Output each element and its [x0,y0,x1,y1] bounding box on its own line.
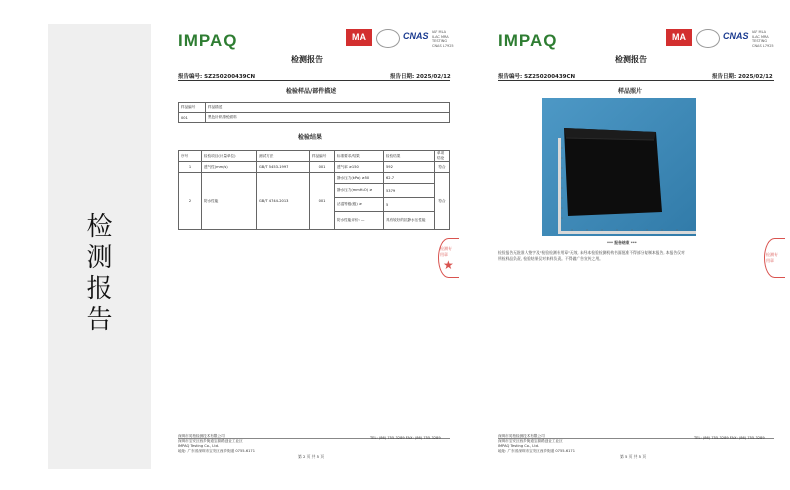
result-cell: GB/T 4744-2013 [257,173,310,230]
sidebar-title-char: 报 [86,274,113,304]
footer-line-text: 深圳市英柏检测技术有限公司 [498,434,545,438]
iaf-line: IAF MLA [752,30,766,34]
result-cell: 符合 [435,162,450,173]
iaf-line: ILAC MRA [432,34,449,39]
sidebar-title [48,212,151,336]
results-table [178,150,450,230]
page-title: 检测报告 [291,55,323,64]
iaf-line: ILAC MRA [752,34,769,39]
iaf-line: IAF MLA [432,30,446,34]
result-cell: 透气性(mm/s) [202,162,257,173]
result-cell: 防水性能评价: — [335,212,384,230]
iaf-line: TESTING [752,39,768,43]
result-cell: 5 [384,198,435,212]
result-cell: 沾湿等级(级) ≥ [335,198,384,212]
footer-line-text: IMPAQ Testing Co., Ltd. [498,444,540,448]
table-row [179,162,450,173]
footer-line-text: 深圳市宝安区西乡街道宝源路创业工业区 [178,439,243,443]
sample-photo-image [542,98,696,236]
results-section-title: 检验结果 [298,134,323,141]
sidebar-title-char: 检 [86,212,113,242]
impaq-logo: IMPAQ [178,31,238,50]
sidebar-panel [48,24,151,469]
report-number: 报告编号: SZ250200439CN [178,74,256,80]
report-date: 报告日期: 2025/02/12 [390,74,451,80]
stamp-text: 检测专用章 [766,252,778,263]
report-number: 报告编号: SZ250200439CN [498,74,576,80]
note-line: 所检样品负责, 检验结果仅对来样负责。不得做广告宣传之用。 [498,255,603,261]
results-header: 序号 [179,151,202,162]
sample-photo [542,98,696,236]
cnas-logo: CNAS [403,31,429,41]
iaf-line: CNAS L7925 [432,43,454,48]
iaf-mark [752,30,774,48]
header-rule [498,80,774,81]
results-header: 样品编号 [310,151,335,162]
footer-address [498,434,575,454]
result-cell: 符合 [435,173,450,230]
result-cell: 62.7 [384,173,435,184]
results-header: 测试方法 [257,151,310,162]
footer-line-text: 地址: 广东省深圳市宝安区西乡街道 0755-6171 [178,449,255,453]
stamp-star-icon: ★ [443,258,454,272]
stamp-text: 检测专用章 [440,246,452,257]
result-cell: 001 [310,162,335,173]
sample-table [178,102,450,123]
result-cell: 2 [179,173,202,230]
note-line: 检验报告无批准人签字及"检验检测专用章"无效, 未经本检验检测机构书面批准不得部分复制本报告, 本报告仅对 [498,250,685,255]
sample-section-title: 检验样品/部件描述 [286,88,337,95]
footer-contact: TEL: (86) 755-3289 FAX: (86) 755-3289 [370,436,441,440]
result-cell: 001 [310,173,335,230]
iaf-line: TESTING [432,39,448,43]
sample-header: 样品描述 [206,103,450,113]
result-cell: GB/T 5453-1997 [257,162,310,173]
result-cell: 5379 [384,184,435,198]
photo-section-title: 样品照片 [618,88,643,95]
results-header: 单项结论 [435,151,450,162]
report-page-1 [170,24,455,469]
footer-line-text: 地址: 广东省深圳市宝安区西乡街道 0755-6171 [498,449,575,453]
report-page-2 [490,24,780,469]
report-notes [498,250,774,261]
result-cell: 透气率 ≥150 [335,162,384,173]
results-header: 检验结果 [384,151,435,162]
results-header: 标准要求/结果 [335,151,384,162]
sample-header: 样品编号 [179,103,206,113]
sample-cell: 黑色针织涤纶面料 [206,113,450,123]
ma-logo: MA [666,29,692,46]
iaf-line: CNAS L7925 [752,43,774,48]
table-row [179,113,450,123]
footer-line-text: 深圳市英柏检测技术有限公司 [178,434,225,438]
table-row [179,173,450,184]
ma-logo: MA [346,29,372,46]
footer-address [178,434,255,454]
sidebar-title-char: 测 [86,243,113,273]
result-cell: 1 [179,162,202,173]
iaf-mark [432,30,454,48]
header-rule [178,80,450,81]
footer-contact: TEL: (86) 755-3289 FAX: (86) 755-3289 [694,436,765,440]
impaq-logo: IMPAQ [498,31,558,50]
result-cell: 具有较好的抗静水压性能 [384,212,435,230]
accreditation-seal-icon [696,29,720,48]
sidebar-title-char: 告 [86,305,113,335]
result-cell: 防水性能 [202,173,257,230]
footer-line-text: 深圳市宝安区西乡街道宝源路创业工业区 [498,439,563,443]
report-end-mark: *** 报告结束 *** [607,240,637,245]
result-cell: 592 [384,162,435,173]
result-cell: 静水压力(mmH₂O) ≥ [335,184,384,198]
report-date: 报告日期: 2025/02/12 [712,74,773,80]
page-number: 第 2 页 共 5 页 [298,454,325,459]
sample-cell: 001 [179,113,206,123]
accreditation-seal-icon [376,29,400,48]
result-cell: 静水压力(kPa) ≥50 [335,173,384,184]
results-header: 检验项目(计量单位) [202,151,257,162]
footer-line-text: IMPAQ Testing Co., Ltd. [178,444,220,448]
page-number: 第 5 页 共 5 页 [620,454,647,459]
page-title: 检测报告 [615,55,647,64]
cnas-logo: CNAS [723,31,749,41]
